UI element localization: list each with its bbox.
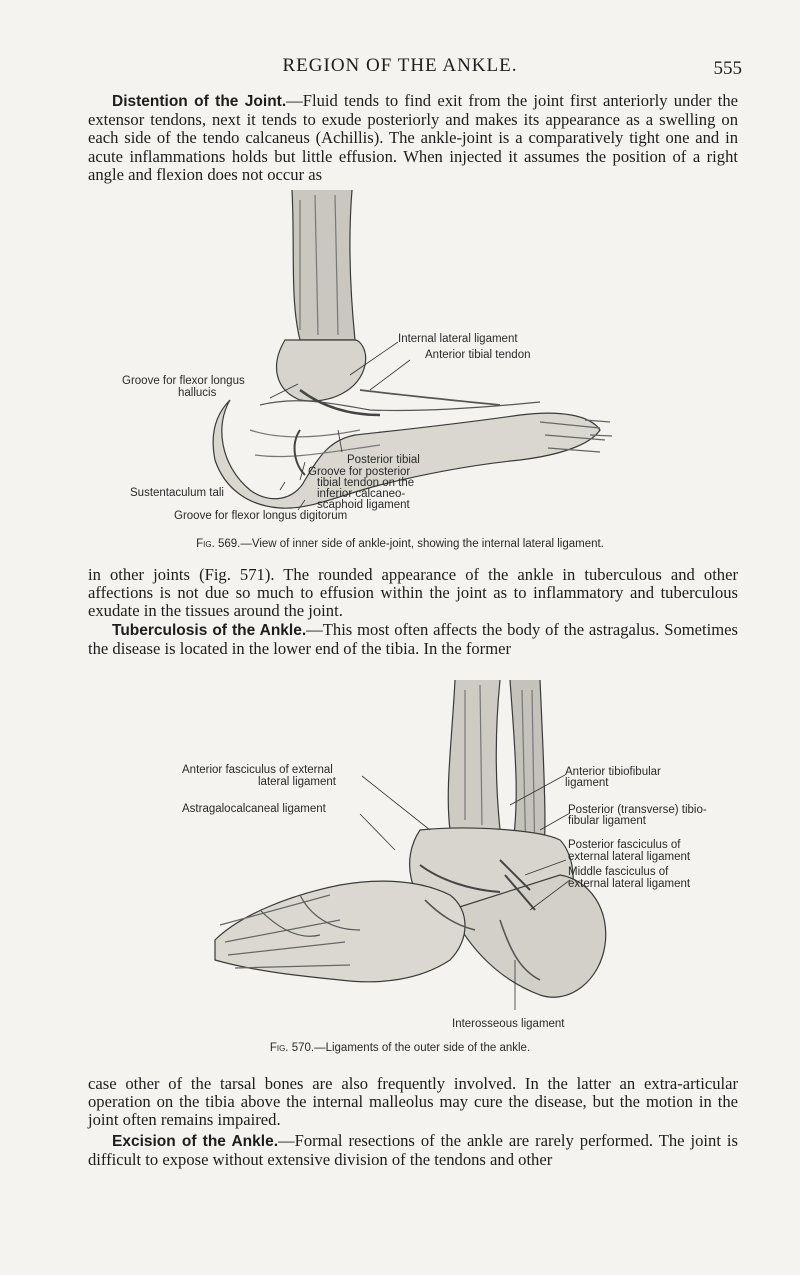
label-posterior-transverse-2: fibular ligament bbox=[568, 815, 646, 827]
heading-distention: Distention of the Joint. bbox=[112, 93, 287, 110]
paragraph-joints-text: in other joints (Fig. 571). The rounded appearance of the ankle in tuberculous and other affections is not due so much to effusion within the joint as to inflammatory and tuberculous exudate in the tissues around the joint. bbox=[88, 565, 738, 621]
label-anterior-tibial-tendon: Anterior tibial tendon bbox=[425, 349, 531, 361]
label-groove-posterior-tibial-4: scaphoid ligament bbox=[317, 499, 410, 511]
caption-fig-569 bbox=[0, 538, 800, 550]
label-posterior-transverse-1: Posterior (transverse) tibio- bbox=[568, 804, 707, 816]
heading-tuberculosis: Tuberculosis of the Ankle. bbox=[112, 622, 307, 639]
paragraph-tarsal-text: case other of the tarsal bones are also frequently involved. In the latter an extra-articular operation on the tibia above the internal malleolus may cure the disease, but the motion in the joint often remains impaired. bbox=[88, 1074, 738, 1130]
paragraph-joints bbox=[88, 566, 738, 621]
figure-570 bbox=[0, 680, 800, 1080]
caption-fig-569-number: Fig. 569. bbox=[196, 538, 241, 550]
label-groove-flexor-longus-hallucis-1: Groove for flexor longus bbox=[122, 375, 245, 387]
paragraph-tuberculosis bbox=[88, 621, 738, 658]
paragraph-distention-text: —Fluid tends to find exit from the joint first anteriorly under the extensor tendons, next it tends to exude posteriorly and makes its appearance as a swelling on each side of the tendo calcaneus (Achillis). The ankle-joint is a comparatively tight one and in acute inflammations holds but little effusion. When injected it assumes the position of a right angle and flexion does not occur as bbox=[88, 91, 739, 184]
paragraph-excision bbox=[88, 1132, 738, 1169]
label-anterior-fasciculus-2: lateral ligament bbox=[258, 776, 336, 788]
label-internal-lateral-ligament: Internal lateral ligament bbox=[398, 333, 518, 345]
label-anterior-tibiofibular-1: Anterior tibiofibular bbox=[565, 766, 661, 778]
paragraph-tarsal bbox=[88, 1075, 738, 1130]
paragraph-distention bbox=[88, 92, 738, 184]
label-middle-fasciculus-1: Middle fasciculus of bbox=[568, 866, 669, 878]
label-anterior-fasciculus-1: Anterior fasciculus of external bbox=[182, 764, 333, 776]
label-posterior-fasciculus-2: external lateral ligament bbox=[568, 851, 691, 863]
label-middle-fasciculus-2: external lateral ligament bbox=[568, 878, 691, 890]
label-groove-posterior-tibial-3: inferior calcaneo- bbox=[317, 488, 406, 500]
label-groove-flexor-longus-hallucis-2: hallucis bbox=[178, 387, 217, 399]
running-head: REGION OF THE ANKLE. bbox=[282, 55, 518, 76]
label-sustentaculum-tali: Sustentaculum tali bbox=[130, 487, 224, 499]
figure-569 bbox=[0, 190, 800, 540]
caption-fig-570-text: —Ligaments of the outer side of the ankle. bbox=[314, 1042, 531, 1054]
paragraph-tuberculosis-text: —This most often affects the body of the astragalus. Sometimes the disease is located in the lower end of the tibia. In the former bbox=[88, 620, 739, 659]
label-groove-flexor-longus-digitorum: Groove for flexor longus digitorum bbox=[174, 510, 348, 522]
caption-fig-570 bbox=[0, 1042, 800, 1054]
label-astragalocalcaneal-ligament: Astragalocalcaneal ligament bbox=[182, 803, 326, 815]
page-number: 555 bbox=[713, 58, 742, 79]
label-groove-posterior-tibial-2: tibial tendon on the bbox=[317, 477, 415, 489]
caption-fig-569-text: —View of inner side of ankle-joint, showing the internal lateral ligament. bbox=[240, 538, 604, 550]
label-anterior-tibiofibular-2: ligament bbox=[565, 777, 609, 789]
label-posterior-tibial: Posterior tibial bbox=[347, 454, 420, 466]
caption-fig-570-number: Fig. 570. bbox=[269, 1042, 315, 1054]
label-posterior-fasciculus-1: Posterior fasciculus of bbox=[568, 839, 681, 851]
label-interosseous-ligament: Interosseous ligament bbox=[452, 1018, 565, 1030]
paragraph-excision-text: —Formal resections of the ankle are rarely performed. The joint is difficult to expose without extensive division of the tendons and other bbox=[88, 1131, 738, 1170]
heading-excision: Excision of the Ankle. bbox=[112, 1133, 279, 1150]
label-groove-posterior-tibial-1: Groove for posterior bbox=[308, 466, 411, 478]
